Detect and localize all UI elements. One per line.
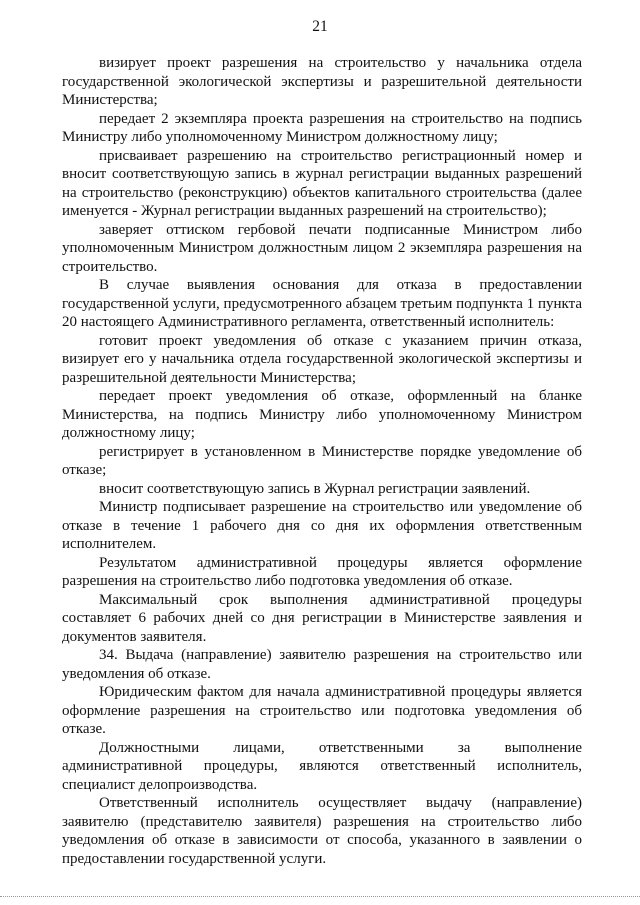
page-bottom-rule bbox=[0, 896, 640, 897]
paragraph: Юридическим фактом для начала административной процедуры является оформление разрешения на строительство или подготовка уведомления об отказе. bbox=[62, 684, 582, 737]
paragraph: присваивает разрешению на строительство регистрационный номер и вносит соответствующую запись в журнал регистрации выданных разрешений на строительство (реконструкцию) объектов капитального строительства (далее именуется - Журнал регистрации выданных разрешений на строительство); bbox=[62, 147, 582, 219]
document-body bbox=[62, 54, 582, 868]
paragraph: В случае выявления основания для отказа в предоставлении государственной услуги, предусмотренного абзацем третьим подпункта 1 пункта 20 настоящего Административного регламента, ответственный исполнитель: bbox=[62, 277, 582, 330]
paragraph: готовит проект уведомления об отказе с указанием причин отказа, визирует его у начальника отдела государственной экологической экспертизы и разрешительной деятельности Министерства; bbox=[62, 332, 582, 386]
paragraph: передает проект уведомления об отказе, оформленный на бланке Министерства, на подпись Министру либо уполномоченному Министром должностному лицу; bbox=[62, 388, 582, 441]
paragraph: передает 2 экземпляра проекта разрешения на строительство на подпись Министру либо уполномоченному Министром должностному лицу; bbox=[62, 110, 582, 145]
paragraph: заверяет оттиском гербовой печати подписанные Министром либо уполномоченным Министром должностным лицом 2 экземпляра разрешения на строительство. bbox=[62, 221, 582, 275]
paragraph: Ответственный исполнитель осуществляет выдачу (направление) заявителю (представителю заявителя) разрешения на строительство либо уведомления об отказе в зависимости от способа, указанного в заявлении о предоставлении государственной услуги. bbox=[62, 795, 582, 867]
paragraph: вносит соответствующую запись в Журнал регистрации заявлений. bbox=[99, 480, 531, 497]
paragraph: регистрирует в установленном в Министерстве порядке уведомление об отказе; bbox=[62, 443, 582, 478]
paragraph: визирует проект разрешения на строительство у начальника отдела государственной экологической экспертизы и разрешительной деятельности Министерства; bbox=[62, 55, 582, 108]
page-number: 21 bbox=[312, 18, 328, 35]
paragraph: Министр подписывает разрешение на строительство или уведомление об отказе в течение 1 рабочего дня со дня их оформления ответственным исполнителем. bbox=[62, 499, 582, 552]
paragraph: Должностными лицами, ответственными за выполнение административной процедуры, являются ответственный исполнитель, специалист делопроизводства. bbox=[62, 739, 582, 793]
paragraph: Результатом административной процедуры является оформление разрешения на строительство либо подготовка уведомления об отказе. bbox=[62, 554, 582, 589]
section-heading-paragraph: 34. Выдача (направление) заявителю разрешения на строительство или уведомления об отказе. bbox=[62, 647, 582, 682]
paragraph: Максимальный срок выполнения административной процедуры составляет 6 рабочих дней со дня регистрации в Министерстве заявления и документов заявителя. bbox=[62, 591, 582, 645]
